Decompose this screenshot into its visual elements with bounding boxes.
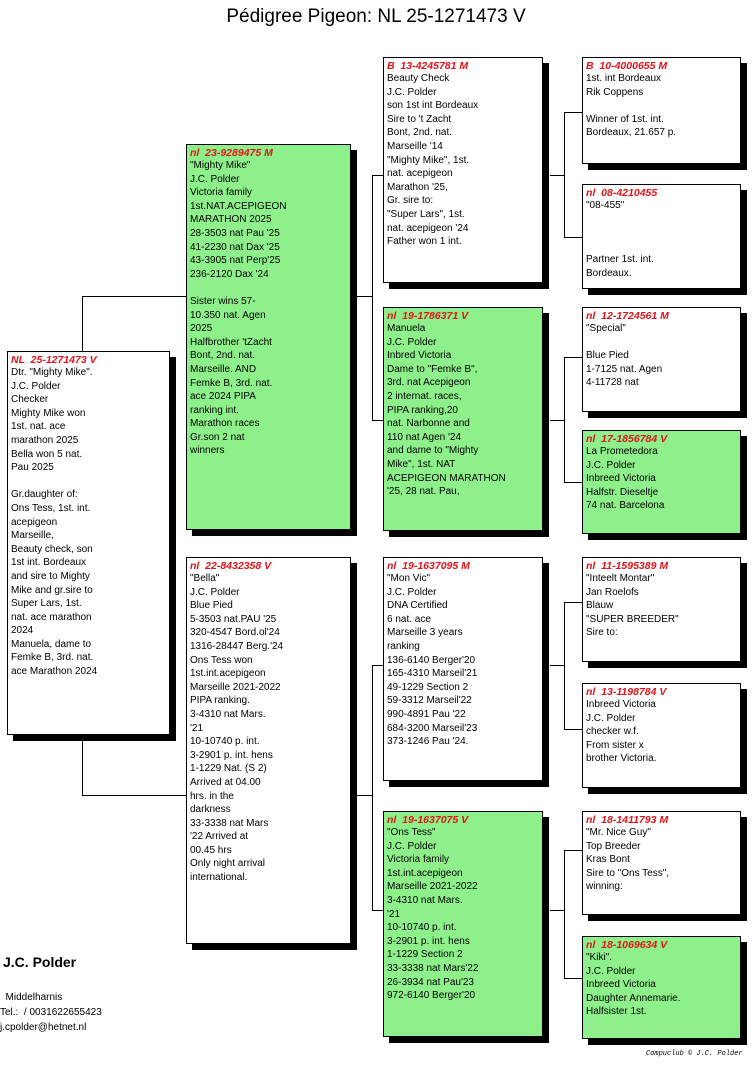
ring-number: B 13-4245781 M (387, 60, 469, 72)
pedigree-card-sire (186, 144, 351, 530)
connector-line (372, 665, 373, 910)
ring-number: nl 08-4210455 (586, 187, 658, 199)
ring-number: nl 12-1724561 M (586, 310, 669, 322)
connector-line (82, 296, 83, 352)
connector-line (550, 665, 564, 666)
connector-line (564, 112, 565, 237)
pedigree-card-sds (582, 307, 741, 412)
pedigree-card-dss (582, 557, 741, 662)
connector-line (564, 237, 582, 238)
card-description: Manuela J.C. Polder Inbred Victoria Dame to "Femke B", 3rd. nat Acepigeon 2 internat. races, PIPA ranking,20 nat. Narbonne and 110 nat Agen '24 and dame to "Mighty Mike", 1st. NAT ACEPIGEON MARATHON '25, 28 nat. Pau, (387, 323, 506, 498)
connector-line (564, 978, 582, 979)
ring-number: nl 17-1856784 V (586, 433, 668, 445)
owner-city: Middelharnis (0, 992, 63, 1003)
ring-number: nl 11-1595389 M (586, 560, 669, 572)
ring-number: nl 19-1786371 V (387, 310, 469, 322)
ring-number: nl 18-1069634 V (586, 939, 668, 951)
pedigree-card-dam (186, 557, 351, 944)
connector-line (350, 296, 372, 297)
ring-number: nl 18-1411793 M (586, 814, 669, 826)
connector-line (564, 602, 565, 729)
ring-number: nl 23-9289475 M (190, 147, 273, 159)
pedigree-card-dds (582, 811, 741, 915)
connector-line (82, 735, 83, 795)
pedigree-card-sdd (582, 430, 741, 534)
connector-line (564, 357, 582, 358)
owner-email: j.cpolder@hetnet.nl (0, 1022, 87, 1033)
pedigree-card-ddd (582, 936, 741, 1039)
owner-name: J.C. Polder (3, 954, 77, 970)
card-description: Beauty Check J.C. Polder son 1st int Bordeaux Sire to 't Zacht Bont, 2nd. nat. Marseille '14 "Mighty Mike", 1st. nat. acepigeon Marathon '25, Gr. sire to: "Super Lars", 1st. nat. acepigeon '24 Father won 1 int. (387, 73, 479, 248)
card-description: "Mighty Mike" J.C. Polder Victoria family 1st.NAT.ACEPIGEON MARATHON 2025 28-3503 nat Pau '25 41-2230 nat Dax '25 43-3905 nat Perp'25 236-2120 Dax '24 Sister wins 57- 10.350 nat. Agen 2025 Halfbrother 'tZacht Bont, 2nd. nat. Marseille. AND Femke B, 3rd. nat. ace 2024 PIPA ranking int. Marathon races Gr.son 2 nat winners (190, 160, 287, 457)
pedigree-card-dam-sire (383, 557, 543, 781)
pedigree-card-dam-dam (383, 811, 543, 1037)
card-description: "Kiki". J.C. Polder Inbreed Victoria Daughter Annemarie. Halfsister 1st. (586, 952, 681, 1018)
connector-line (564, 850, 582, 851)
ring-number: nl 19-1637095 M (387, 560, 470, 572)
connector-line (564, 729, 582, 730)
ring-number: B 10-4000655 M (586, 60, 668, 72)
card-description: 1st. int Bordeaux Rik Coppens Winner of 1st. int. Bordeaux, 21.657 p. (586, 73, 677, 139)
card-description: "Bella" J.C. Polder Blue Pied 5-3503 nat.PAU '25 320-4547 Bord.ol'24 1316-28447 Berg.'24 Ons Tess won 1st.int.acepigeon Marseille 2021-2022 PIPA ranking. 3-4310 nat Mars. '21 10-10740 p. int. 3-2901 p. int. hens 1-1229 Nat. (S 2) Arrived at 04.00 hrs. in the darkness 33-3338 nat Mars '22 Arrived at 00.45 hrs Only night arrival international. (190, 573, 284, 884)
pedigree-card-sire-dam (383, 307, 543, 531)
owner-phone: Tel.: / 0031622655423 (0, 1007, 102, 1018)
card-description: "Mon Vic" J.C. Polder DNA Certified 6 nat. ace Marseille 3 years ranking 136-6140 Berger'20 165-4310 Marseil'21 49-1229 Section 2 59-3312 Marseil'22 990-4891 Pau '22 684-3200 Marseil'23 373-1246 Pau '24. (387, 573, 478, 748)
ring-number: nl 13-1198784 V (586, 686, 667, 698)
pedigree-card-dsd (582, 683, 741, 788)
connector-line (564, 850, 565, 978)
connector-line (82, 296, 187, 297)
page-title: Pédigree Pigeon: NL 25-1271473 V (226, 6, 526, 27)
card-description: "08-455" Partner 1st. int. Bordeaux. (586, 200, 654, 279)
connector-line (372, 175, 373, 420)
ring-number: nl 19-1637075 V (387, 814, 469, 826)
pedigree-card-subject (7, 351, 170, 735)
connector-line (564, 112, 582, 113)
card-description: La Prometedora J.C. Polder Inbreed Victoria Halfstr. Dieseltje 74 nat. Barcelona (586, 446, 665, 512)
card-description: "Inteelt Montar" Jan Roelofs Blauw "SUPER BREEDER" Sire to: (586, 573, 679, 639)
pedigree-card-sire-sire (383, 57, 543, 283)
connector-line (82, 795, 187, 796)
card-description: Dtr. "Mighty Mike". J.C. Polder Checker Mighty Mike won 1st. nat. ace marathon 2025 Bella won 5 nat. Pau 2025 Gr.daughter of: Ons Tess, 1st. int. acepigeon Marseille, Beauty check, son 1st int. Bordeaux and sire to Mighty Mike and gr.sire to Super Lars, 1st. nat. ace marathon 2024 Manuela, dame to Femke B, 3rd. nat. ace Marathon 2024 (11, 367, 98, 678)
connector-line (564, 602, 582, 603)
card-description: "Ons Tess" J.C. Polder Victoria family 1st.int.acepigeon Marseille 2021-2022 3-4310 nat Mars. '21 10-10740 p. int. 3-2901 p. int. hens 1-1229 Section 2 33-3338 nat Mars'22 26-3934 nat Pau'23 972-6140 Berger'20 (387, 827, 479, 1002)
connector-line (350, 795, 372, 796)
owner-contact (0, 990, 102, 1035)
connector-line (550, 420, 564, 421)
pedigree-card-ssd (582, 184, 741, 289)
card-description: "Mr. Nice Guy" Top Breeder Kras Bont Sire to "Ons Tess", winning: (586, 827, 670, 893)
card-description: Inbreed Victoria J.C. Polder checker w.f. From sister x brother Victoria. (586, 699, 657, 765)
ring-number: nl 22-8432358 V (190, 560, 272, 572)
connector-line (564, 357, 565, 482)
card-description: "Special" Blue Pied 1-7125 nat. Agen 4-11728 nat (586, 323, 663, 389)
connector-line (564, 482, 582, 483)
copyright-text: Compuclub © J.C. Polder (646, 1050, 743, 1058)
ring-number: NL 25-1271473 V (11, 354, 97, 366)
connector-line (550, 175, 564, 176)
connector-line (550, 910, 564, 911)
pedigree-card-sss (582, 57, 741, 164)
